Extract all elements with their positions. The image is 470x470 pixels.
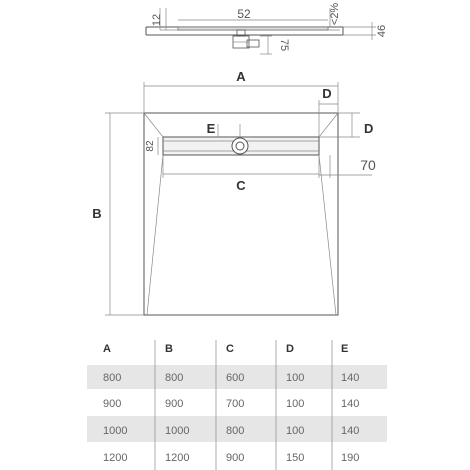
- drain-depth-label: 75: [278, 38, 290, 52]
- table-cell: 800: [103, 372, 122, 384]
- col-header-B: B: [165, 343, 173, 355]
- top-view: [92, 69, 376, 315]
- table-cell: 140: [341, 372, 360, 384]
- table-cell: 900: [165, 398, 184, 410]
- col-header-C: C: [226, 343, 234, 355]
- dimension-table: [87, 340, 387, 470]
- table-cell: 190: [341, 452, 360, 464]
- side-view: [146, 3, 388, 54]
- table-cell: 100: [286, 372, 305, 384]
- dim-A-label: A: [236, 69, 246, 84]
- table-cell: 150: [286, 452, 305, 464]
- table-cell: 1200: [103, 452, 128, 464]
- dim-E-label: E: [206, 121, 216, 136]
- col-header-E: E: [341, 343, 349, 355]
- table-cell: 900: [103, 398, 122, 410]
- offset-label: 70: [360, 157, 376, 173]
- table-cell: 800: [226, 425, 245, 437]
- side-height-label: 46: [376, 24, 388, 38]
- drain-outlet: [232, 138, 248, 154]
- table-cell: 100: [286, 425, 305, 437]
- dim-B-label: B: [92, 206, 102, 221]
- side-channel: [178, 27, 328, 30]
- table-cell: 1200: [165, 452, 190, 464]
- col-header-D: D: [286, 343, 294, 355]
- table-cell: 600: [226, 372, 245, 384]
- table-cell: 100: [286, 398, 305, 410]
- table-cell: 900: [226, 452, 245, 464]
- dim-C-label: C: [236, 178, 246, 193]
- table-cell: 700: [226, 398, 245, 410]
- side-thickness-label: 12: [151, 13, 163, 27]
- table-cell: 800: [165, 372, 184, 384]
- col-header-A: A: [103, 343, 111, 355]
- table-cell: 1000: [103, 425, 128, 437]
- channel-height-label: 82: [145, 140, 156, 152]
- dim-D-top-label: D: [322, 86, 332, 101]
- drain-body: [233, 30, 259, 48]
- table-cell: 1000: [165, 425, 190, 437]
- table-cell: 140: [341, 425, 360, 437]
- slope-label: <2%: [329, 2, 341, 26]
- table-cell: 140: [341, 398, 360, 410]
- side-width-label: 52: [237, 7, 251, 21]
- dim-D-side-label: D: [364, 121, 374, 136]
